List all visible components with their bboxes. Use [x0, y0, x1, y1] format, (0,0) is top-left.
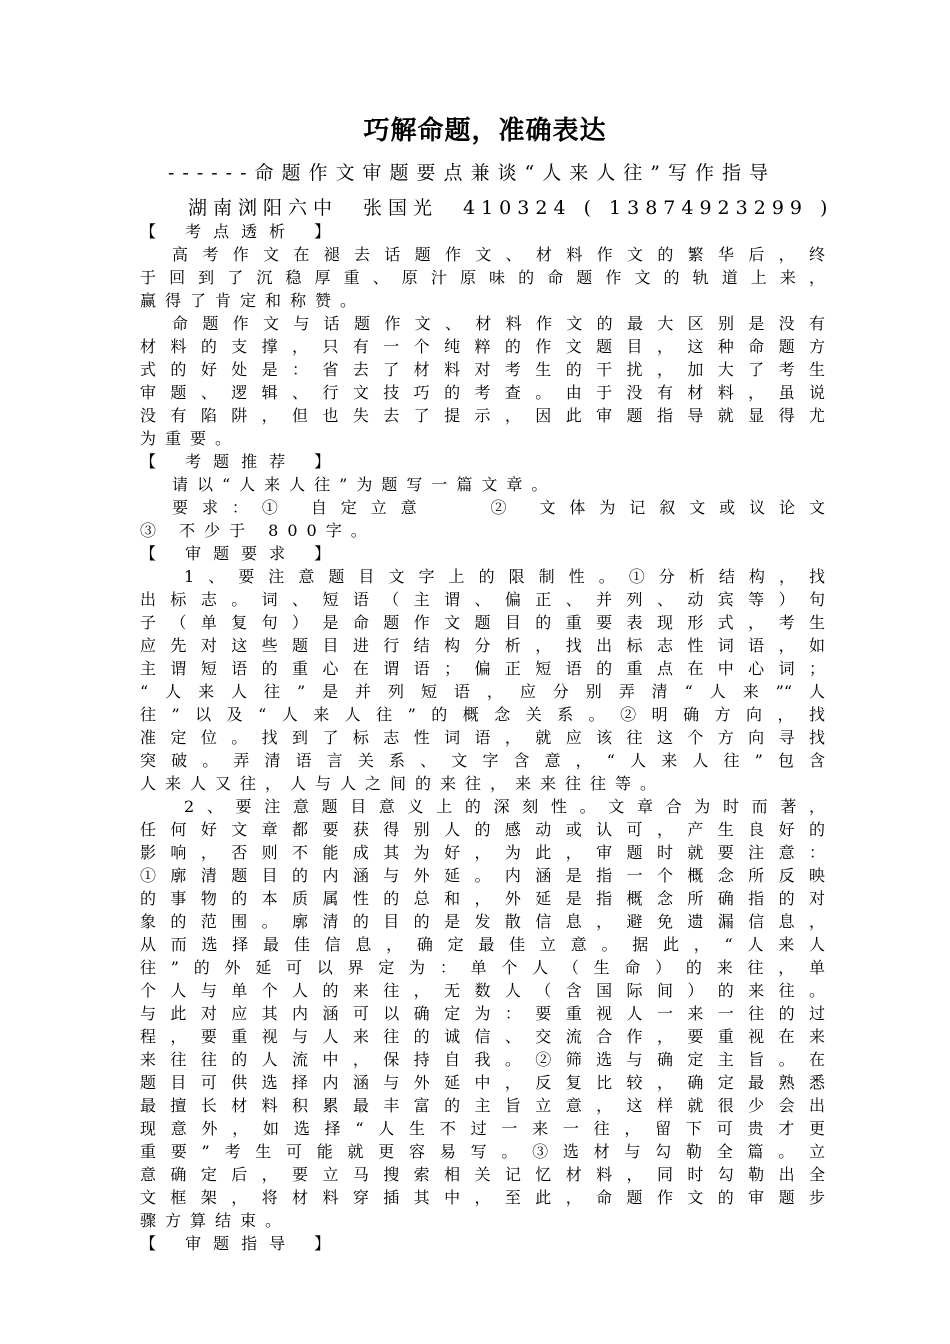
body-text-line: 往”以及“人来人往”的概念关系。②明确方向，找 — [140, 705, 825, 724]
body-text-line: 最擅长材料积累最丰富的主旨立意，这样就很少会出 — [140, 1096, 825, 1115]
body-text-line: 子（单复句）是命题作文题目的重要表现形式，考生 — [140, 613, 825, 632]
body-text-line: 象的范围。廓清的目的是发散信息，避免遗漏信息， — [140, 912, 825, 931]
section-heading: 【 审题指导 】 — [140, 1234, 343, 1253]
body-text-line: 的事物的本质属性的总和，外延是指概念所确指的对 — [140, 889, 825, 908]
body-text-line: 任何好文章都要获得别人的感动或认可，产生良好的 — [140, 820, 825, 839]
body-text-line: 审题、逻辑、行文技巧的考查。由于没有材料，虽说 — [140, 383, 825, 402]
body-text-line: 现意外，如选择“人生不过一来一往，留下可贵才更 — [140, 1119, 825, 1138]
body-text-line: 准定位。找到了标志性词语，就应该往这个方向寻找 — [140, 728, 825, 747]
body-text-line: 要求：① 自定立意 ② 文体为记叙文或议论文 — [172, 498, 825, 517]
body-text-line: 材料的支撑，只有一个纯粹的作文题目，这种命题方 — [140, 337, 825, 356]
body-text-line: 文框架，将材料穿插其中，至此，命题作文的审题步 — [140, 1188, 825, 1207]
body-text-line: 个人与单个人的来往，无数人（含国际间）的来往。 — [140, 981, 825, 1000]
body-text-line: 突破。弄清语言关系、文字含意，“人来人往”包含 — [140, 751, 825, 770]
author-line: 湖南浏阳六中 张国光 410324 ( 13874923299 ) — [188, 197, 834, 219]
body-text-line: 没有陷阱，但也失去了提示，因此审题指导就显得尤 — [140, 406, 825, 425]
section-heading: 【 考题推荐 】 — [140, 452, 343, 471]
body-text-line: 2、要注意题目意义上的深刻性。文章合为时而著， — [184, 797, 825, 816]
section-heading: 【 审题要求 】 — [140, 544, 343, 563]
body-text-line: 骤方算结束。 — [140, 1211, 291, 1230]
body-text-line: 人来人又往，人与人之间的来往，来来往往等。 — [140, 774, 666, 793]
document-title: 巧解命题，准确表达 — [363, 116, 607, 146]
document-subtitle: ------命题作文审题要点兼谈“人来人往”写作指导 — [168, 162, 776, 184]
body-text-line: 意确定后，要立马搜索相关记忆材料，同时勾勒出全 — [140, 1165, 825, 1184]
body-text-line: 于回到了沉稳厚重、原汁原味的命题作文的轨道上来， — [140, 268, 825, 287]
body-text-line: ①廓清题目的内涵与外延。内涵是指一个概念所反映 — [140, 866, 825, 885]
body-text-line: 式的好处是：省去了材料对考生的干扰，加大了考生 — [140, 360, 825, 379]
body-text-line: 赢得了肯定和称赞。 — [140, 291, 366, 310]
body-text-line: “人来人往”是并列短语，应分别弄清“人来”“人 — [140, 682, 825, 701]
section-heading: 【 考点透析 】 — [140, 222, 343, 241]
body-text-line: 题目可供选择内涵与外延中，反复比较，确定最熟悉 — [140, 1073, 825, 1092]
body-text-line: ③ 不少于 800字。 — [140, 521, 376, 540]
document-body — [140, 220, 825, 1255]
body-text-line: 为重要。 — [140, 429, 241, 448]
body-text-line: 应先对这些题目进行结构分析，找出标志性词语，如 — [140, 636, 825, 655]
body-text-line: 从而选择最佳信息，确定最佳立意。据此，“人来人 — [140, 935, 825, 954]
body-text-line: 往”的外延可以界定为：单个人（生命）的来往，单 — [140, 958, 825, 977]
body-text-line: 1、要注意题目文字上的限制性。①分析结构，找 — [184, 567, 825, 586]
body-text-line: 与此对应其内涵可以确定为：要重视人一来一往的过 — [140, 1004, 825, 1023]
body-text-line: 主谓短语的重心在谓语；偏正短语的重点在中心词； — [140, 659, 825, 678]
body-text-line: 重要”考生可能就更容易写。③选材与勾勒全篇。立 — [140, 1142, 825, 1161]
body-text-line: 出标志。词、短语（主谓、偏正、并列、动宾等）句 — [140, 590, 825, 609]
body-text-line: 高考作文在褪去话题作文、材料作文的繁华后，终 — [172, 245, 825, 264]
body-text-line: 命题作文与话题作文、材料作文的最大区别是没有 — [172, 314, 825, 333]
body-text-line: 请以“人来人往”为题写一篇文章。 — [172, 475, 557, 494]
body-text-line: 影响，否则不能成其为好，为此，审题时就要注意： — [140, 843, 825, 862]
body-text-line: 来往往的人流中，保持自我。②筛选与确定主旨。在 — [140, 1050, 825, 1069]
body-text-line: 程，要重视与人来往的诚信、交流合作，要重视在来 — [140, 1027, 825, 1046]
